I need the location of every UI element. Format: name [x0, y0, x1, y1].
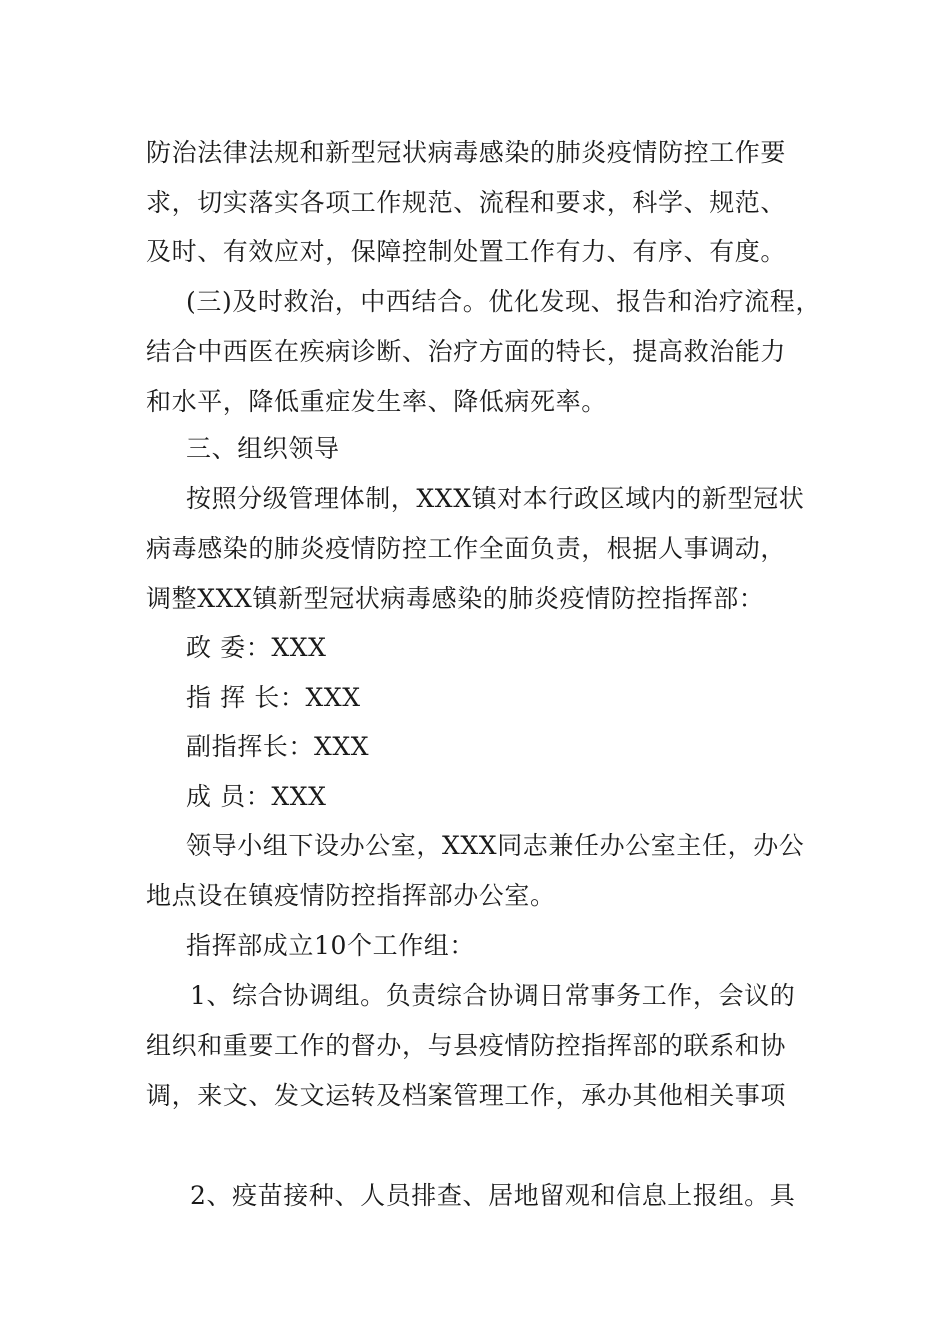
paragraph-line: 及时、有效应对，保障控制处置工作有力、有序、有度。: [146, 237, 787, 266]
paragraph-line: 求，切实落实各项工作规范、流程和要求，科学、规范、: [146, 188, 787, 217]
list-item-line: 2、疫苗接种、人员排查、居地留观和信息上报组。具: [190, 1181, 796, 1210]
role-line: 指 挥 长：XXX: [186, 683, 361, 712]
paragraph-line: 结合中西医在疾病诊断、治疗方面的特长，提高救治能力: [146, 337, 787, 366]
paragraph-line: 病毒感染的肺炎疫情防控工作全面负责，根据人事调动，: [146, 534, 787, 563]
paragraph-line: 调整XXX镇新型冠状病毒感染的肺炎疫情防控指挥部：: [146, 584, 765, 613]
paragraph-line: 地点设在镇疫情防控指挥部办公室。: [146, 881, 556, 910]
paragraph-line: 指挥部成立10个工作组：: [186, 931, 476, 960]
paragraph-line: 和水平，降低重症发生率、降低病死率。: [146, 387, 607, 416]
section-heading: 三、组织领导: [186, 434, 340, 463]
paragraph-line: 领导小组下设办公室，XXX同志兼任办公室主任，办公: [186, 831, 805, 860]
paragraph-line: 防治法律法规和新型冠状病毒感染的肺炎疫情防控工作要: [146, 138, 787, 167]
paragraph-line: 调，来文、发文运转及档案管理工作，承办其他相关事项: [146, 1081, 787, 1110]
paragraph-line: (三)及时救治，中西结合。优化发现、报告和治疗流程，: [186, 287, 822, 316]
role-line: 副指挥长：XXX: [186, 732, 370, 761]
list-item-line: 1、综合协调组。负责综合协调日常事务工作，会议的: [190, 981, 796, 1010]
role-line: 政 委：XXX: [186, 633, 327, 662]
paragraph-line: 按照分级管理体制，XXX镇对本行政区域内的新型冠状: [186, 484, 805, 513]
paragraph-line: 组织和重要工作的督办，与县疫情防控指挥部的联系和协: [146, 1031, 787, 1060]
role-line: 成 员：XXX: [186, 782, 327, 811]
